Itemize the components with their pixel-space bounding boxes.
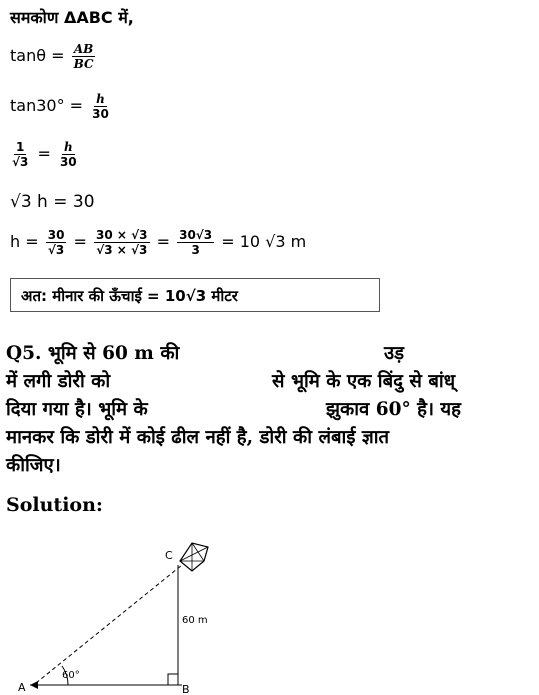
label-c: C	[165, 549, 173, 562]
question-line-2b: से भूमि के एक बिंदु से बांध्	[272, 371, 456, 392]
eq5-f3-denominator: 3	[191, 243, 200, 257]
right-angle-marker	[168, 674, 178, 685]
kite-icon	[180, 543, 208, 571]
eq2-denominator: 30	[92, 107, 109, 121]
eq5-equals-2: =	[156, 232, 170, 251]
eq5-f1-numerator: 30	[47, 228, 65, 242]
eq5-f1-denominator: √3	[47, 243, 65, 257]
equation-tan30	[10, 92, 113, 121]
heading-text: समकोण ΔABC में,	[10, 8, 134, 27]
question-line-1a: Q5. भूमि से 60 m की	[6, 343, 180, 364]
equation-ratio	[8, 140, 81, 169]
question-line-2a: में लगी डोरी को	[6, 371, 111, 392]
string-line	[36, 565, 182, 683]
eq5-fraction-1	[46, 228, 67, 257]
eq1-fraction	[72, 42, 96, 71]
label-a: A	[18, 681, 26, 694]
eq5-lhs: h =	[10, 232, 39, 251]
eq1-lhs: tanθ =	[10, 46, 65, 65]
question-line-3b: झुकाव 60° है। यह	[326, 399, 461, 420]
eq2-numerator: h	[96, 92, 105, 106]
equation-root3h: √3 h = 30	[10, 192, 95, 212]
question-line-4: मानकर कि डोरी में कोई ढील नहीं है, डोरी की लंबाई ज्ञात	[6, 427, 390, 448]
answer-box	[10, 278, 380, 312]
eq3-left-denominator: √3	[12, 155, 29, 169]
kite-diagram	[0, 535, 300, 695]
eq3-left-fraction	[10, 140, 30, 169]
eq5-fraction-2	[94, 228, 149, 257]
solution-label: Solution:	[6, 494, 103, 516]
eq3-right-numerator: h	[63, 140, 73, 154]
question-line-3a: दिया गया है। भूमि के	[6, 399, 148, 420]
eq3-equals: =	[37, 144, 51, 163]
eq2-fraction	[90, 92, 111, 121]
eq3-right-fraction	[58, 140, 79, 169]
question-line-1b: उड़	[384, 343, 405, 364]
label-height: 60 m	[182, 615, 208, 626]
eq1-numerator: AB	[73, 42, 94, 56]
eq2-lhs: tan30° =	[10, 96, 84, 115]
eq5-rhs: = 10 √3 m	[221, 232, 307, 251]
arrow-a	[30, 681, 38, 689]
answer-text: अत: मीनार की ऊँचाई = 10√3 मीटर	[21, 287, 238, 305]
question-line-1	[6, 340, 179, 365]
equation-h-value	[10, 228, 306, 257]
question-line-5: कीजिए।	[6, 455, 61, 476]
equation-tan-theta	[10, 42, 98, 71]
eq1-denominator: BC	[73, 57, 94, 71]
eq3-left-numerator: 1	[16, 140, 25, 154]
eq5-f3-numerator: 30√3	[179, 228, 213, 242]
eq5-equals-1: =	[73, 232, 87, 251]
label-angle: 60°	[62, 670, 80, 681]
eq5-f2-numerator: 30 × √3	[96, 228, 148, 242]
eq3-right-denominator: 30	[59, 155, 77, 169]
eq5-fraction-3	[177, 228, 214, 257]
label-b: B	[182, 683, 190, 695]
eq5-f2-denominator: √3 × √3	[96, 243, 148, 257]
